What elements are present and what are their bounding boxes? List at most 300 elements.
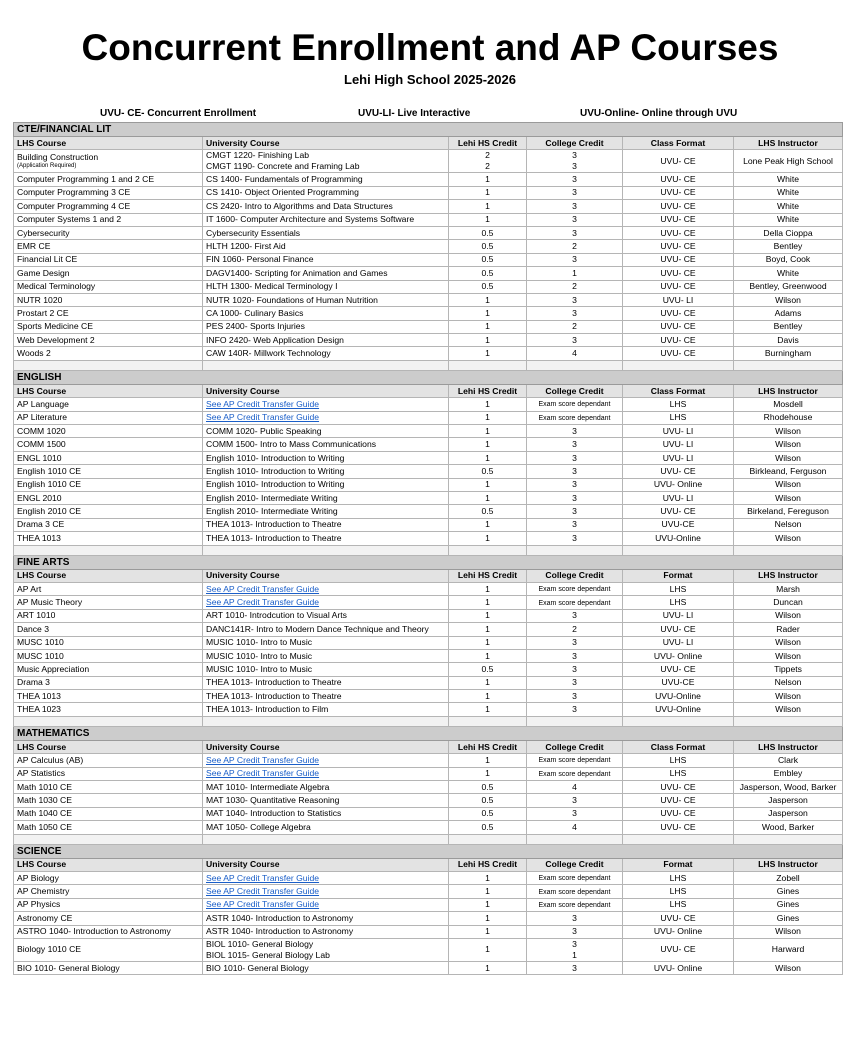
lhs-course-cell	[14, 307, 203, 320]
hs-credit-cell	[449, 649, 527, 662]
lhs-course: Math 1040 CE	[17, 808, 72, 819]
class-format: UVU- Online	[623, 961, 734, 974]
ap-credit-guide-link[interactable]: See AP Credit Transfer Guide	[206, 899, 320, 910]
college-credit: Exam score dependant	[538, 414, 611, 422]
column-header: LHS Instructor	[734, 384, 843, 397]
course-row	[14, 293, 843, 306]
spacer-cell	[449, 360, 527, 370]
hs-credit-cell	[449, 925, 527, 938]
lhs-course: Game Design	[17, 267, 70, 278]
ap-credit-guide-link[interactable]: See AP Credit Transfer Guide	[206, 768, 320, 779]
university-course-cell	[203, 280, 449, 293]
hs-credit: 1	[485, 479, 490, 490]
hs-credit-cell	[449, 280, 527, 293]
lhs-course-cell	[14, 676, 203, 689]
university-course-cell	[203, 491, 449, 504]
college-credit-cell	[527, 807, 623, 820]
college-credit-cell	[527, 898, 623, 911]
university-course: CMGT 1190- Concrete and Framing Lab	[206, 161, 360, 172]
college-credit: 3	[572, 214, 577, 225]
hs-credit-cell	[449, 582, 527, 595]
university-course: CA 1000- Culinary Basics	[206, 307, 304, 318]
class-format: UVU- CE	[623, 912, 734, 925]
class-format: UVU- CE	[623, 623, 734, 636]
university-course-cell	[203, 505, 449, 518]
course-row	[14, 794, 843, 807]
ap-credit-guide-link[interactable]: See AP Credit Transfer Guide	[206, 597, 320, 608]
lhs-course: MUSC 1010	[17, 650, 64, 661]
column-header: LHS Course	[14, 384, 203, 397]
hs-credit-cell	[449, 465, 527, 478]
lhs-course: Computer Programming 1 and 2 CE	[17, 174, 155, 185]
hs-credit-cell	[449, 200, 527, 213]
lhs-instructor: Wilson	[734, 649, 843, 662]
lhs-instructor: Jasperson	[734, 794, 843, 807]
college-credit: 2	[572, 281, 577, 292]
course-row	[14, 925, 843, 938]
lhs-course-cell	[14, 240, 203, 253]
lhs-course: THEA 1013	[17, 532, 61, 543]
lhs-instructor: Tippets	[734, 663, 843, 676]
hs-credit-cell	[449, 334, 527, 347]
university-course: CS 1400- Fundamentals of Programming	[206, 174, 363, 185]
column-header: Lehi HS Credit	[449, 137, 527, 150]
college-credit-cell	[527, 532, 623, 545]
college-credit-cell	[527, 213, 623, 226]
class-format: UVU-Online	[623, 690, 734, 703]
spacer-cell	[734, 545, 843, 555]
class-format: UVU- CE	[623, 938, 734, 961]
spacer-cell	[734, 716, 843, 726]
lhs-course: Drama 3 CE	[17, 519, 65, 530]
college-credit-cell	[527, 518, 623, 531]
class-format: UVU-Online	[623, 532, 734, 545]
college-credit-cell	[527, 636, 623, 649]
hs-credit-cell	[449, 518, 527, 531]
college-credit: 3	[572, 150, 577, 161]
spacer-cell	[623, 716, 734, 726]
university-course: FIN 1060- Personal Finance	[206, 254, 314, 265]
lhs-course-cell	[14, 478, 203, 491]
university-course-cell	[203, 703, 449, 716]
course-row	[14, 885, 843, 898]
ap-credit-guide-link[interactable]: See AP Credit Transfer Guide	[206, 754, 320, 765]
hs-credit: 1	[485, 307, 490, 318]
course-row	[14, 781, 843, 794]
lhs-course-cell	[14, 438, 203, 451]
university-course: English 1010- Introduction to Writing	[206, 479, 345, 490]
college-credit-cell	[527, 767, 623, 780]
ap-credit-guide-link[interactable]: See AP Credit Transfer Guide	[206, 583, 320, 594]
lhs-course: COMM 1020	[17, 425, 66, 436]
class-format: UVU- LI	[623, 609, 734, 622]
college-credit: 3	[572, 650, 577, 661]
hs-credit: 1	[485, 754, 490, 765]
lhs-instructor: Embley	[734, 767, 843, 780]
hs-credit-cell	[449, 663, 527, 676]
column-header: College Credit	[527, 384, 623, 397]
ap-credit-guide-link[interactable]: See AP Credit Transfer Guide	[206, 886, 320, 897]
university-course: MUSIC 1010- Intro to Music	[206, 663, 313, 674]
university-course-cell	[203, 465, 449, 478]
course-row	[14, 173, 843, 186]
college-credit: 2	[572, 241, 577, 252]
university-course: MAT 1040- Introduction to Statistics	[206, 808, 342, 819]
course-row	[14, 334, 843, 347]
university-course-cell	[203, 781, 449, 794]
hs-credit: 1	[485, 962, 490, 973]
spacer-cell	[623, 545, 734, 555]
course-row	[14, 649, 843, 662]
lhs-course-cell	[14, 518, 203, 531]
section-spacer	[14, 360, 843, 370]
university-course-cell	[203, 478, 449, 491]
lhs-instructor: Davis	[734, 334, 843, 347]
course-row	[14, 347, 843, 360]
lhs-course: Prostart 2 CE	[17, 307, 69, 318]
university-course-cell	[203, 293, 449, 306]
university-course-cell	[203, 150, 449, 173]
college-credit-cell	[527, 491, 623, 504]
ap-credit-guide-link[interactable]: See AP Credit Transfer Guide	[206, 412, 320, 423]
class-format: UVU- LI	[623, 491, 734, 504]
section-spacer	[14, 716, 843, 726]
spacer-cell	[527, 834, 623, 844]
college-credit: Exam score dependant	[538, 901, 611, 909]
college-credit: 3	[572, 227, 577, 238]
lhs-course: Biology 1010 CE	[17, 944, 82, 955]
lhs-course: Woods 2	[17, 348, 51, 359]
lhs-course-cell	[14, 253, 203, 266]
university-course-cell	[203, 186, 449, 199]
column-header: LHS Instructor	[734, 569, 843, 582]
section-name: SCIENCE	[14, 844, 843, 858]
university-course-cell	[203, 938, 449, 961]
college-credit: 4	[572, 348, 577, 359]
spacer-cell	[623, 360, 734, 370]
course-row	[14, 609, 843, 622]
college-credit-cell	[527, 334, 623, 347]
lhs-instructor: Birkleand, Ferguson	[734, 465, 843, 478]
hs-credit-cell	[449, 173, 527, 186]
hs-credit-cell	[449, 491, 527, 504]
course-row	[14, 491, 843, 504]
university-course: BIOL 1010- General Biology	[206, 938, 314, 949]
column-header-row	[14, 858, 843, 871]
hs-credit-cell	[449, 505, 527, 518]
course-row	[14, 505, 843, 518]
lhs-instructor: Wilson	[734, 609, 843, 622]
hs-credit: 1	[485, 214, 490, 225]
lhs-course-cell	[14, 347, 203, 360]
college-credit-cell	[527, 411, 623, 424]
column-header: Lehi HS Credit	[449, 384, 527, 397]
course-row	[14, 186, 843, 199]
university-course: DANC141R- Intro to Modern Dance Technique and Theory	[206, 623, 429, 634]
university-course: PES 2400- Sports Injuries	[206, 321, 305, 332]
lhs-course-cell	[14, 451, 203, 464]
university-course-cell	[203, 438, 449, 451]
course-row	[14, 912, 843, 925]
hs-credit-cell	[449, 307, 527, 320]
hs-credit: 1	[485, 532, 490, 543]
hs-credit-cell	[449, 961, 527, 974]
hs-credit: 1	[485, 492, 490, 503]
course-row	[14, 200, 843, 213]
course-row	[14, 807, 843, 820]
lhs-instructor: Rhodehouse	[734, 411, 843, 424]
class-format: UVU- CE	[623, 240, 734, 253]
college-credit-cell	[527, 398, 623, 411]
college-credit-cell	[527, 925, 623, 938]
spacer-cell	[527, 545, 623, 555]
column-header: LHS Course	[14, 858, 203, 871]
lhs-course: Building Construction	[17, 152, 99, 163]
hs-credit-cell	[449, 532, 527, 545]
college-credit-cell	[527, 478, 623, 491]
lhs-course: ART 1010	[17, 610, 56, 621]
class-format: UVU- CE	[623, 663, 734, 676]
lhs-course: EMR CE	[17, 241, 51, 252]
lhs-course-cell	[14, 334, 203, 347]
column-header: LHS Instructor	[734, 137, 843, 150]
class-format: UVU- CE	[623, 200, 734, 213]
course-row	[14, 871, 843, 884]
college-credit: 2	[572, 321, 577, 332]
column-header: College Credit	[527, 858, 623, 871]
lhs-instructor: Duncan	[734, 596, 843, 609]
college-credit-cell	[527, 663, 623, 676]
university-course-cell	[203, 609, 449, 622]
university-course-cell	[203, 347, 449, 360]
lhs-instructor: Della Cioppa	[734, 226, 843, 239]
hs-credit: 1	[485, 334, 490, 345]
college-credit-cell	[527, 961, 623, 974]
class-format: UVU- Online	[623, 478, 734, 491]
college-credit-cell	[527, 438, 623, 451]
class-format: UVU- CE	[623, 186, 734, 199]
college-credit-cell	[527, 781, 623, 794]
hs-credit-cell	[449, 767, 527, 780]
hs-credit-cell	[449, 267, 527, 280]
course-row	[14, 267, 843, 280]
lhs-course: AP Art	[17, 583, 42, 594]
lhs-course: Math 1010 CE	[17, 781, 72, 792]
lhs-instructor: Wilson	[734, 478, 843, 491]
university-course: THEA 1013- Introduction to Theatre	[206, 519, 342, 530]
college-credit-cell	[527, 690, 623, 703]
page-subtitle: Lehi High School 2025-2026	[344, 72, 516, 87]
lhs-course: THEA 1013	[17, 690, 61, 701]
hs-credit-cell	[449, 898, 527, 911]
college-credit: 3	[572, 161, 577, 172]
college-credit-cell	[527, 609, 623, 622]
college-credit-cell	[527, 293, 623, 306]
hs-credit-cell	[449, 754, 527, 767]
hs-credit: 1	[485, 650, 490, 661]
university-course-cell	[203, 871, 449, 884]
hs-credit: 1	[485, 944, 490, 955]
college-credit: 3	[572, 663, 577, 674]
hs-credit-cell	[449, 293, 527, 306]
column-header: LHS Instructor	[734, 858, 843, 871]
ap-credit-guide-link[interactable]: See AP Credit Transfer Guide	[206, 398, 320, 409]
hs-credit: 1	[485, 321, 490, 332]
hs-credit-cell	[449, 186, 527, 199]
college-credit: 3	[572, 254, 577, 265]
lhs-instructor: Burningham	[734, 347, 843, 360]
lhs-instructor: Birkeland, Fereguson	[734, 505, 843, 518]
course-row	[14, 898, 843, 911]
university-course-cell	[203, 898, 449, 911]
college-credit-cell	[527, 320, 623, 333]
column-header-row	[14, 740, 843, 753]
hs-credit: 2	[485, 150, 490, 161]
lhs-instructor: Bentley	[734, 320, 843, 333]
course-row	[14, 307, 843, 320]
column-header: Class Format	[623, 137, 734, 150]
hs-credit-cell	[449, 213, 527, 226]
university-course: MAT 1030- Quantitative Reasoning	[206, 795, 340, 806]
lhs-course: COMM 1500	[17, 439, 66, 450]
college-credit: 3	[572, 307, 577, 318]
hs-credit-cell	[449, 320, 527, 333]
class-format: UVU- CE	[623, 821, 734, 834]
college-credit-cell	[527, 649, 623, 662]
column-header: College Credit	[527, 740, 623, 753]
college-credit: 3	[572, 465, 577, 476]
university-course-cell	[203, 925, 449, 938]
lhs-instructor: Harward	[734, 938, 843, 961]
college-credit-cell	[527, 703, 623, 716]
college-credit-cell	[527, 754, 623, 767]
spacer-cell	[203, 360, 449, 370]
hs-credit-cell	[449, 150, 527, 173]
column-header: Class Format	[623, 740, 734, 753]
hs-credit: 1	[485, 926, 490, 937]
lhs-course-cell	[14, 267, 203, 280]
lhs-course: AP Chemistry	[17, 886, 70, 897]
spacer-cell	[734, 834, 843, 844]
column-header-row	[14, 137, 843, 150]
lhs-course-cell	[14, 173, 203, 186]
university-course: HLTH 1300- Medical Terminology I	[206, 281, 338, 292]
lhs-instructor: Gines	[734, 898, 843, 911]
lhs-instructor: Marsh	[734, 582, 843, 595]
lhs-course: Sports Medicine CE	[17, 321, 93, 332]
class-format: LHS	[623, 754, 734, 767]
college-credit: Exam score dependant	[538, 875, 611, 883]
lhs-course: Cybersecurity	[17, 227, 70, 238]
column-header: University Course	[203, 569, 449, 582]
lhs-course: Financial Lit CE	[17, 254, 78, 265]
legend-li: UVU-LI- Live Interactive	[358, 108, 471, 119]
hs-credit: 1	[485, 610, 490, 621]
course-row	[14, 938, 843, 961]
university-course: MAT 1010- Intermediate Algebra	[206, 781, 330, 792]
lhs-instructor: Gines	[734, 912, 843, 925]
course-row	[14, 961, 843, 974]
lhs-course-cell	[14, 690, 203, 703]
college-credit-cell	[527, 240, 623, 253]
hs-credit: 1	[485, 583, 490, 594]
column-header: Lehi HS Credit	[449, 858, 527, 871]
lhs-course: Math 1050 CE	[17, 821, 72, 832]
college-credit: 3	[572, 439, 577, 450]
hs-credit: 1	[485, 519, 490, 530]
class-format: UVU- LI	[623, 636, 734, 649]
hs-credit-cell	[449, 347, 527, 360]
college-credit-cell	[527, 623, 623, 636]
university-course-cell	[203, 425, 449, 438]
section-spacer	[14, 545, 843, 555]
lhs-instructor: Wilson	[734, 491, 843, 504]
college-credit-cell	[527, 676, 623, 689]
spacer-cell	[14, 360, 203, 370]
course-table	[13, 122, 843, 975]
college-credit-cell	[527, 794, 623, 807]
legend-online: UVU-Online- Online through UVU	[580, 108, 738, 119]
course-row	[14, 213, 843, 226]
hs-credit: 0.5	[481, 465, 494, 476]
college-credit: 4	[572, 821, 577, 832]
course-row	[14, 663, 843, 676]
section-header	[14, 123, 843, 137]
lhs-instructor: Wilson	[734, 532, 843, 545]
ap-credit-guide-link[interactable]: See AP Credit Transfer Guide	[206, 872, 320, 883]
university-course: BIO 1010- General Biology	[206, 962, 309, 973]
lhs-course: English 1010 CE	[17, 479, 82, 490]
course-row	[14, 676, 843, 689]
column-header: Format	[623, 569, 734, 582]
lhs-instructor: Wilson	[734, 438, 843, 451]
lhs-course: MUSC 1010	[17, 637, 64, 648]
university-course-cell	[203, 623, 449, 636]
course-row	[14, 240, 843, 253]
university-course: English 1010- Introduction to Writing	[206, 452, 345, 463]
spacer-cell	[203, 716, 449, 726]
college-credit: 3	[572, 926, 577, 937]
lhs-instructor: Wilson	[734, 293, 843, 306]
lhs-course-cell	[14, 425, 203, 438]
lhs-course: AP Calculus (AB)	[17, 754, 84, 765]
page-title: Concurrent Enrollment and AP Courses	[81, 27, 779, 68]
college-credit-cell	[527, 451, 623, 464]
column-header: LHS Course	[14, 740, 203, 753]
column-header: University Course	[203, 740, 449, 753]
course-note: (Application Required)	[17, 163, 77, 170]
lhs-course-cell	[14, 807, 203, 820]
college-credit-cell	[527, 871, 623, 884]
university-course: CMGT 1220- Finishing Lab	[206, 150, 310, 161]
lhs-course: AP Statistics	[17, 768, 66, 779]
college-credit: Exam score dependant	[538, 770, 611, 778]
university-course: ASTR 1040- Introduction to Astronomy	[206, 912, 354, 923]
hs-credit-cell	[449, 226, 527, 239]
lhs-instructor: Zobell	[734, 871, 843, 884]
hs-credit-cell	[449, 478, 527, 491]
course-row	[14, 253, 843, 266]
spacer-cell	[527, 716, 623, 726]
college-credit-cell	[527, 596, 623, 609]
hs-credit: 0.5	[481, 254, 494, 265]
lhs-course: Astronomy CE	[17, 912, 73, 923]
lhs-instructor: Adams	[734, 307, 843, 320]
college-credit: 3	[572, 506, 577, 517]
hs-credit: 0.5	[481, 241, 494, 252]
hs-credit: 0.5	[481, 663, 494, 674]
lhs-course: Music Appreciation	[17, 663, 90, 674]
